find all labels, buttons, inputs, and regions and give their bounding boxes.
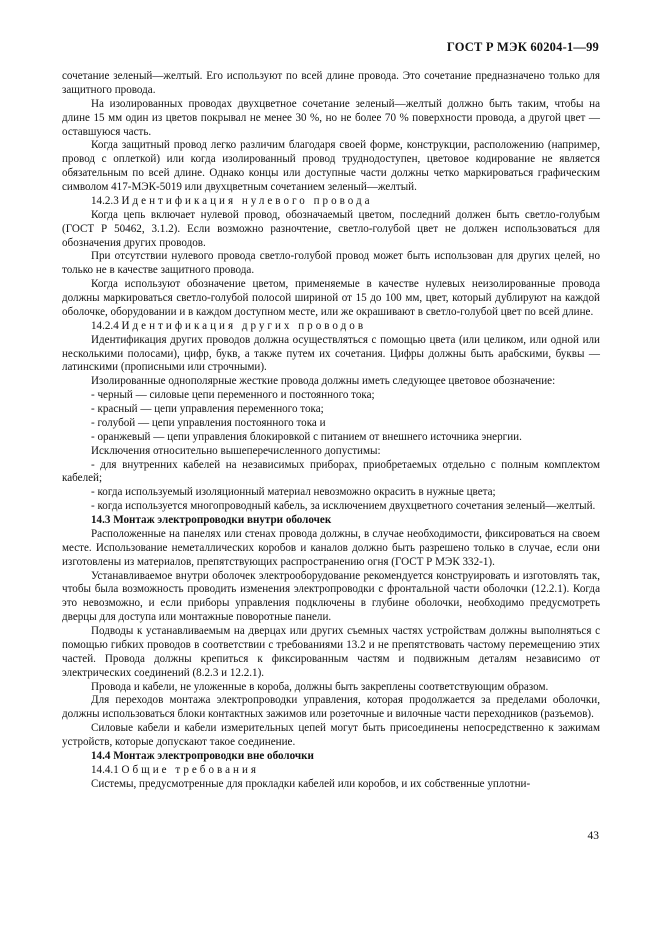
paragraph: Для переходов монтажа электропроводки управления, которая продолжается за пределами оболочки, должны использоваться блоки контактных зажимов или розеточные и вилочные части переходников (разъемов). [62,694,600,721]
page-number: 43 [587,830,599,842]
paragraph: Идентификация других проводов должна осуществляться с помощью цвета (или целиком, или одной или несколькими полосами), цифр, букв, а также путем их сочетания. Цифры должны быть арабскими, буквы — латинскими (прописными или строчными). [62,333,600,374]
section-heading-14-3: 14.3 Монтаж электропроводки внутри оболочек [91,514,332,526]
list-item: - для внутренних кабелей на независимых приборах, приобретаемых отдельно с полным комплектом кабелей; [62,458,600,485]
section-title: Идентификация нулевого провода [121,194,373,207]
paragraph: Когда цепь включает нулевой провод, обозначаемый цветом, последний должен быть светло-голубым (ГОСТ Р 50462, 3.1.2). Если возможно разночтение, светло-голубой цвет не должен использоваться для обозначения других проводов. [62,208,600,249]
section-number: 14.4.1 [91,763,119,776]
section-heading-14-4: 14.4 Монтаж электропроводки вне оболочки [91,749,314,762]
paragraph: Подводы к устанавливаемым на дверцах или других съемных частях устройствам должны выполняться с помощью гибких проводов в соответствии с требованиями 13.2 и не препятствовать частому перемещению этих частей. Провода должны крепиться к фиксированным частям и подвижным деталям независимо от электрических соединений (8.2.3 и 12.2.1). [62,625,600,679]
paragraph: Устанавливаемое внутри оболочек электрооборудование рекомендуется конструировать и изготовлять так, чтобы была возможность проводить изменения электропроводки с фронтальной части оболочки (12.2.1). Когда это невозможно, и если приборы управления подключены в глубине оболочки, необходимо предусмотреть дверцы для доступа или монтажные поворотные панели. [62,569,600,624]
list-item: - когда используется многопроводный кабель, за исключением двухцветного сочетания зеленый—желтый. [91,500,596,513]
document-header: ГОСТ Р МЭК 60204-1—99 [446,40,599,54]
section-heading-14-2-4 [62,320,600,334]
paragraph: При отсутствии нулевого провода светло-голубой провод может быть использован для других целей, но только не в качестве защитного провода. [62,250,600,277]
paragraph: Провода и кабели, не уложенные в короба, должны быть закреплены соответствующим образом. [91,680,549,693]
paragraph: Изолированные однополярные жесткие провода должны иметь следующее цветовое обозначение: [91,375,556,388]
paragraph: Когда защитный провод легко различим благодаря своей форме, конструкции, расположению (например, провод с оплеткой) или когда изолированный провод труднодоступен, цветовое кодирование не является обязательным по всей длине. Однако концы или доступные части должны четко маркироваться графическим символом 417-МЭК-5019 или двухцветным сочетанием зеленый—желтый. [62,139,600,193]
list-item: - голубой — цепи управления постоянного тока и [91,416,326,429]
paragraph: Системы, предусмотренные для прокладки кабелей или коробов, и их собственные уплотни- [91,777,531,790]
paragraph: Когда используют обозначение цветом, применяемые в качестве нулевых неизолированные провода должны маркироваться светло-голубой полосой шириной от 15 до 100 мм, цвет, который дублируют на каждой оболочке, оборудовании и в каждом доступном месте, или же окрашивают в светло-голубой цвет по всей длине. [62,278,600,318]
list-item: - оранжевый — цепи управления блокировкой с питанием от внешнего источника энергии. [91,430,522,443]
list-item: - черный — силовые цепи переменного и постоянного тока; [91,389,375,402]
list-item: - когда используемый изоляционный материал невозможно окрасить в нужные цвета; [91,486,496,499]
section-heading-14-2-3 [62,195,600,209]
document-body [62,70,600,792]
section-title: Общие требования [121,763,259,776]
paragraph: Исключения относительно вышеперечисленного допустимы: [91,444,381,457]
section-number: 14.2.4 [91,319,119,332]
section-title: Идентификация других проводов [121,319,367,332]
paragraph: Силовые кабели и кабели измерительных цепей могут быть присоединены непосредственно к зажимам устройств, которые допускают такое соединение. [62,722,600,748]
list-item: - красный — цепи управления переменного тока; [91,403,324,415]
paragraph: сочетание зеленый—желтый. Его используют по всей длине провода. Это сочетание предназначено только для защитного провода. [62,70,600,96]
section-heading-14-4-1 [62,764,600,778]
paragraph: Расположенные на панелях или стенах провода должны, в случае необходимости, фиксироваться на своем месте. Использование неметаллических коробов и каналов должно быть разрешено только в случае, если они изготовлены из материалов, препятствующих распространению огня (ГОСТ Р МЭК 332-1). [62,527,600,568]
section-number: 14.2.3 [91,194,119,207]
paragraph: На изолированных проводах двухцветное сочетание зеленый—желтый должно быть таким, чтобы на длине 15 мм один из цветов покрывал не менее 30 %, но не более 70 % поверхности провода, а другой цвет — оставшуюся часть. [62,97,600,138]
